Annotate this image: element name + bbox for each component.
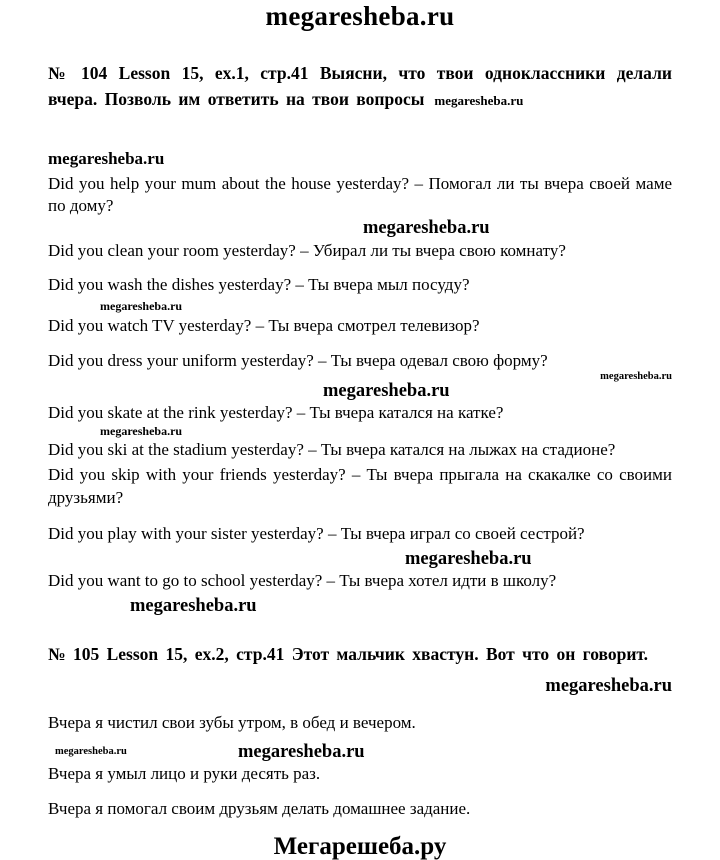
watermark: megaresheba.ru [363,217,490,238]
task-104-heading [48,60,672,113]
task-105-heading: № 105 Lesson 15, ex.2, стр.41 Этот мальчик хвастун. Вот что он говорит. [48,644,649,665]
watermark: megaresheba.ru [55,745,127,757]
watermark-row [48,370,672,402]
watermark: megaresheba.ru [600,370,672,382]
question-9: Did you play with your sister yesterday? – Ты вчера играл со своей сестрой? [48,523,585,543]
watermark-row [48,741,672,763]
question-3: Did you wash the dishes yesterday? – Ты вчера мыл посуду? [48,275,470,295]
question-1: Did you help your mum about the house yesterday? – Помогал ли ты вчера своей маме по дому? [48,173,672,215]
question-10: Did you want to go to school yesterday? – Ты вчера хотел идти в школу? [48,570,557,590]
site-brand-footer: Мегарешеба.ру [273,832,447,860]
question-7: Did you ski at the stadium yesterday? – Ты вчера катался на лыжах на стадионе? [48,440,616,460]
watermark: megaresheba.ru [545,676,672,697]
watermark: megaresheba.ru [405,548,532,569]
question-5: Did you dress your uniform yesterday? – Ты вчера одевал свою форму? [48,350,548,370]
question-4: Did you watch TV yesterday? – Ты вчера смотрел телевизор? [48,315,480,335]
watermark: megaresheba.ru [434,92,524,108]
sentence-2: Вчера я умыл лицо и руки десять раз. [48,763,321,783]
watermark: megaresheba.ru [238,741,365,762]
site-brand-header: megaresheba.ru [265,1,455,31]
sentence-1: Вчера я чистил свои зубы утром, в обед и вечером. [48,712,416,732]
question-2: Did you clean your room yesterday? – Убирал ли ты вчера свою комнату? [48,240,566,260]
sentence-3: Вчера я помогал своим друзьям делать домашнее задание. [48,798,471,818]
watermark: megaresheba.ru [323,380,450,401]
task-104-heading-text: № 104 Lesson 15, ex.1, стр.41 Выясни, что твои одноклассники делали вчера. Позволь им ответить на твои вопросы [48,62,672,109]
watermark: megaresheba.ru [48,149,165,169]
watermark: megaresheba.ru [100,424,183,438]
question-8: Did you skip with your friends yesterday? – Ты вчера прыгала на скакалке со своими друзьями? [48,465,672,507]
watermark: megaresheba.ru [100,299,183,314]
question-6: Did you skate at the rink yesterday? – Ты вчера катался на катке? [48,402,504,422]
watermark: megaresheba.ru [130,596,257,617]
